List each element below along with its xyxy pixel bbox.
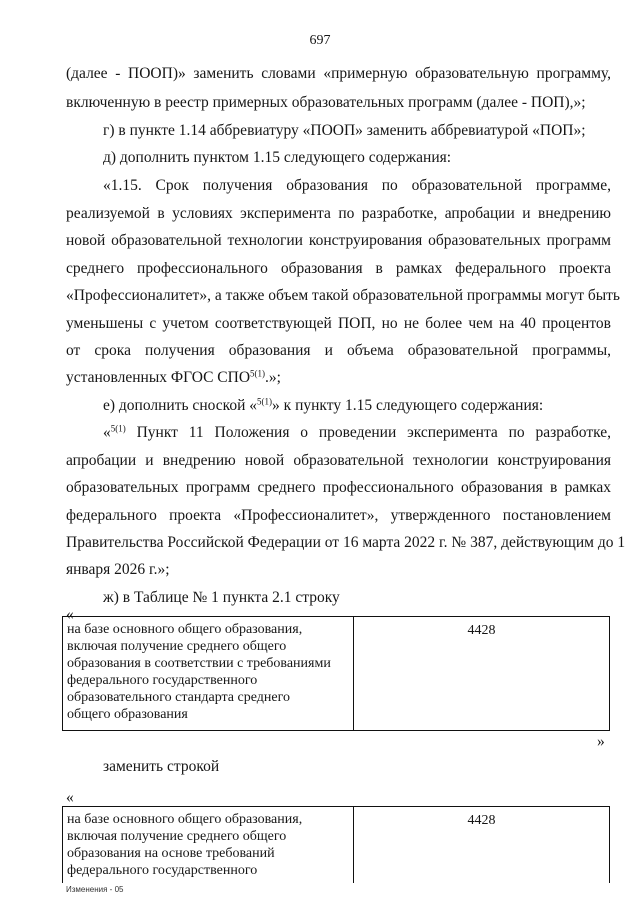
text-line-18: Правительства Российской Федерации от 16 марта 2022 г. № 387, действующим до 1 [66, 534, 626, 551]
text-line-17: федерального проекта «Профессионалитет», утвержденного постановлением [66, 507, 611, 524]
text-line-15: апробации и внедрению новой образовательной технологии конструирования [66, 452, 611, 469]
text-line-16: образовательных программ среднего профессионального образования в рамках [66, 479, 611, 496]
text-line-20: ж) в Таблице № 1 пункта 2.1 строку [103, 589, 340, 606]
text-segment: « [103, 424, 111, 441]
text-line-8: среднего профессионального образования в рамках федерального проекта [66, 260, 611, 277]
table-old-row [62, 616, 610, 731]
quote-open-2: « [66, 789, 74, 806]
text-line-11: от срока получения образования и объема образовательной программы, [66, 342, 611, 359]
cell-line: на базе основного общего образования, [67, 812, 303, 827]
text-line-1: (далее - ПООП)» заменить словами «примерную образовательную программу, [66, 65, 611, 82]
text-line-12 [66, 369, 281, 387]
text-segment: установленных ФГОС СПО [66, 369, 251, 386]
cell-value: 4428 [467, 623, 496, 638]
text-line-19: января 2026 г.»; [66, 561, 170, 578]
cell-line: общего образования [67, 707, 188, 722]
table-cell-description [63, 807, 354, 883]
cell-line: включая получение среднего общего [67, 639, 287, 654]
text-line-4: д) дополнить пунктом 1.15 следующего содержания: [103, 149, 452, 166]
footnote-mark: 5(1) [110, 423, 126, 434]
text-segment: е) дополнить сноской « [103, 397, 258, 414]
text-line-2: включенную в реестр примерных образовательных программ (далее - ПОП),»; [66, 94, 586, 111]
page-number: 697 [309, 33, 331, 48]
cell-line: образования на основе требований [67, 846, 275, 861]
text-segment: » к пункту 1.15 следующего содержания: [272, 397, 544, 414]
text-line-7: новой образовательной технологии конструирования образовательных программ [66, 232, 611, 249]
cell-line: федерального государственного [67, 863, 258, 878]
quote-close-1: » [597, 733, 605, 750]
cell-line: федерального государственного [67, 673, 258, 688]
text-line-5: «1.15. Срок получения образования по образовательной программе, [103, 177, 611, 194]
text-segment: Пункт 11 Положения о проведении эксперимента по разработке, [125, 424, 611, 441]
text-line-13 [103, 397, 543, 415]
text-line-3: г) в пункте 1.14 аббревиатуру «ПООП» заменить аббревиатурой «ПОП»; [103, 122, 586, 139]
quote-open-1: « [66, 606, 74, 623]
text-line-10: уменьшены с учетом соответствующей ПОП, но не более чем на 40 процентов [66, 315, 611, 332]
table-cell-value [354, 617, 609, 730]
cell-line: образовательного стандарта среднего [67, 690, 290, 705]
table-cell-description [63, 617, 354, 730]
cell-line: образования в соответствии с требованиями [67, 656, 331, 671]
text-line-14 [103, 424, 611, 442]
text-segment: .»; [265, 369, 281, 386]
cell-value: 4428 [467, 813, 496, 828]
text-line-9: «Профессионалитет», а также объем такой образовательной программы могут быть [66, 287, 621, 304]
footnote-mark: 5(1) [250, 368, 266, 379]
text-line-6: реализуемой в условиях эксперимента по разработке, апробации и внедрению [66, 205, 611, 222]
table-new-row [62, 806, 610, 883]
cell-line: на базе основного общего образования, [67, 622, 303, 637]
footnote-mark: 5(1) [257, 396, 273, 407]
footer-label: Изменения - 05 [66, 885, 124, 894]
table-cell-value [354, 807, 609, 883]
text-line-21: заменить строкой [103, 758, 220, 775]
cell-line: включая получение среднего общего [67, 829, 287, 844]
